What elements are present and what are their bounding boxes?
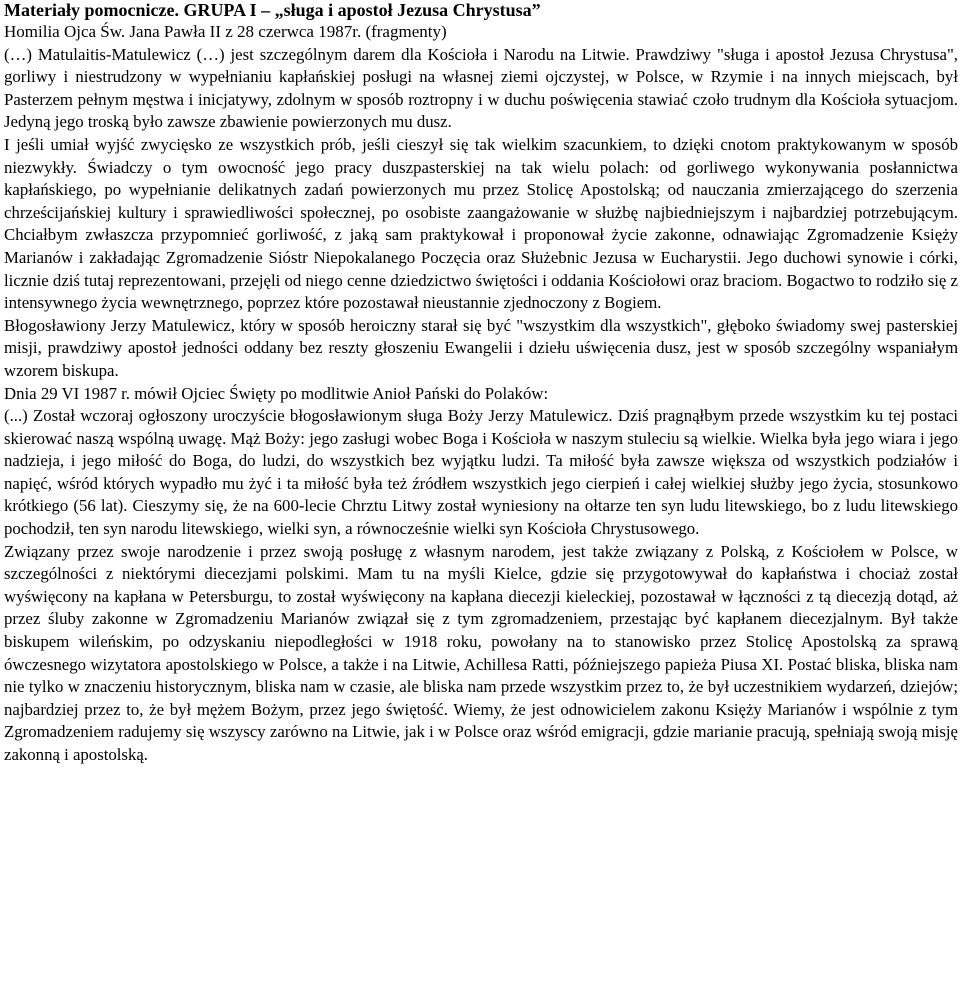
- paragraph-date-intro: Dnia 29 VI 1987 r. mówił Ojciec Święty po modlitwie Anioł Pański do Polaków:: [4, 383, 549, 403]
- paragraph-intro: (…) Matulaitis-Matulewicz (…) jest szczególnym darem dla Kościoła i Narodu na Litwie. Prawdziwy "sługa i apostoł Jezusa Chrystusa", gorliwy i niestrudzony w wypełnianiu kapłańskiej posługi na własnej ziemi ojczystej, w Polsce, w Rzymie i na innych miejscach, był Pasterzem pełnym męstwa i inicjatywy, zdolnym w sposób roztropny i w duchu poświęcenia stawiać czoło trudnym dla Kościoła sytuacjom. Jedyną jego troską było zawsze zbawienie powierzonych mu dusz.: [4, 44, 958, 132]
- paragraph-poland-ties: Związany przez swoje narodzenie i przez swoją posługę z własnym narodem, jest także związany z Polską, z Kościołem w Polsce, w szczególności z niektórymi diecezjami polskimi. Mam tu na myśli Kielce, gdzie się przygotowywał do kapłaństwa i chociaż został wyświęcony na kapłana w Petersburgu, to został wyświęcony na kapłana diecezji kieleckiej, pozostawał w łączności z tą diecezją dotąd, aż przez śluby zakonne w Zgromadzeniu Marianów związał się z tym zgromadzeniem, przestając być kapłanem diecezjalnym. Był także biskupem wileńskim, po odzyskaniu niepodległości w 1918 roku, powołany na to stanowisko przez Stolicę Apostolską za sprawą ówczesnego wizytatora apostolskiego w Polsce, a także i na Litwie, Achillesa Ratti, późniejszego papieża Piusa XI. Postać bliska, bliska nam nie tylko w znaczeniu historycznym, bliska nam w czasie, ale bliska nam przede wszystkim przez to, że był uczestnikiem wydarzeń, dziejów; najbardziej przez to, że był mężem Bożym, przez jego świętość. Wiemy, że jest odnowicielem zakonu Księży Marianów i wspólnie z tym Zgromadzeniem radujemy się wszyscy zarówno na Litwie, jak i w Polsce oraz wśród emigracji, gdzie marianie pracują, spełniają swoją misję zakonną i apostolską.: [4, 541, 958, 764]
- document-subtitle: Homilia Ojca Św. Jana Pawła II z 28 czerwca 1987r. (fragmenty): [4, 22, 447, 41]
- paragraph-virtues: I jeśli umiał wyjść zwycięsko ze wszystkich prób, jeśli cieszył się tak wielkim szacunkiem, to dzięki cnotom praktykowanym w sposób niezwykły. Świadczy o tym owocność jego pracy duszpasterskiej na tak wielu polach: od gorliwego wykonywania posłannictwa kapłańskiego, po wypełnianie delikatnych zadań powierzonych mu przez Stolicę Apostolską; od nauczania zmierzającego do szerzenia chrześcijańskiej kultury i sprawiedliwości społecznej, po osobiste zaangażowanie w służbę najbiedniejszym i najbardziej potrzebującym. Chciałbym zwłaszcza przypomnieć gorliwość, z jaką sam praktykował i proponował życie zakonne, odnawiając Zgromadzenie Księży Marianów i zakładając Zgromadzenie Sióstr Niepokalanego Poczęcia oraz Służebnic Jezusa w Eucharystii. Jego duchowi synowie i córki, licznie dziś tutaj reprezentowani, przejęli od niego cenne dziedzictwo świętości i oddania Kościołowi oraz braciom. Bogactwo to rodziło się z intensywnego życia wewnętrznego, poprzez które pozostawał nieustannie zjednoczony z Bogiem.: [4, 134, 958, 313]
- paragraph-beatification: (...) Został wczoraj ogłoszony uroczyście błogosławionym sługa Boży Jerzy Matulewicz. Dziś pragnąłbym przede wszystkim ku tej postaci skierować naszą wspólną uwagę. Mąż Boży: jego zasługi wobec Boga i Kościoła w naszym stuleciu są wielkie. Wielka była jego wiara i jego nadzieja, i jego miłość do Boga, do ludzi, do wszystkich bez wyjątku ludzi. Ta miłość była zawsze większa od wszystkich podziałów i napięć, wśród których wypadło mu żyć i ta miłość była też źródłem wszystkich jego cierpień i całej wielkiej służby jego życia, stosunkowo krótkiego (56 lat). Cieszymy się, że na 600-lecie Chrztu Litwy został wyniesiony na ołtarze ten syn ludu litewskiego, bo z ludu litewskiego pochodził, ten syn narodu litewskiego, wielki syn, a równocześnie wielki syn Kościoła Chrystusowego.: [4, 406, 958, 539]
- document-title: Materiały pomocnicze. GRUPA I – „sługa i apostoł Jezusa Chrystusa”: [4, 0, 541, 20]
- paragraph-model-bishop: Błogosławiony Jerzy Matulewicz, który w sposób heroiczny starał się być "wszystkim dla wszystkich", głęboko świadomy swej pasterskiej misji, prawdziwy apostoł jedności oddany bez reszty głoszeniu Ewangelii i dziełu uświęcenia dusz, jest w sposób szczególny wspaniałym wzorem biskupa.: [4, 315, 958, 380]
